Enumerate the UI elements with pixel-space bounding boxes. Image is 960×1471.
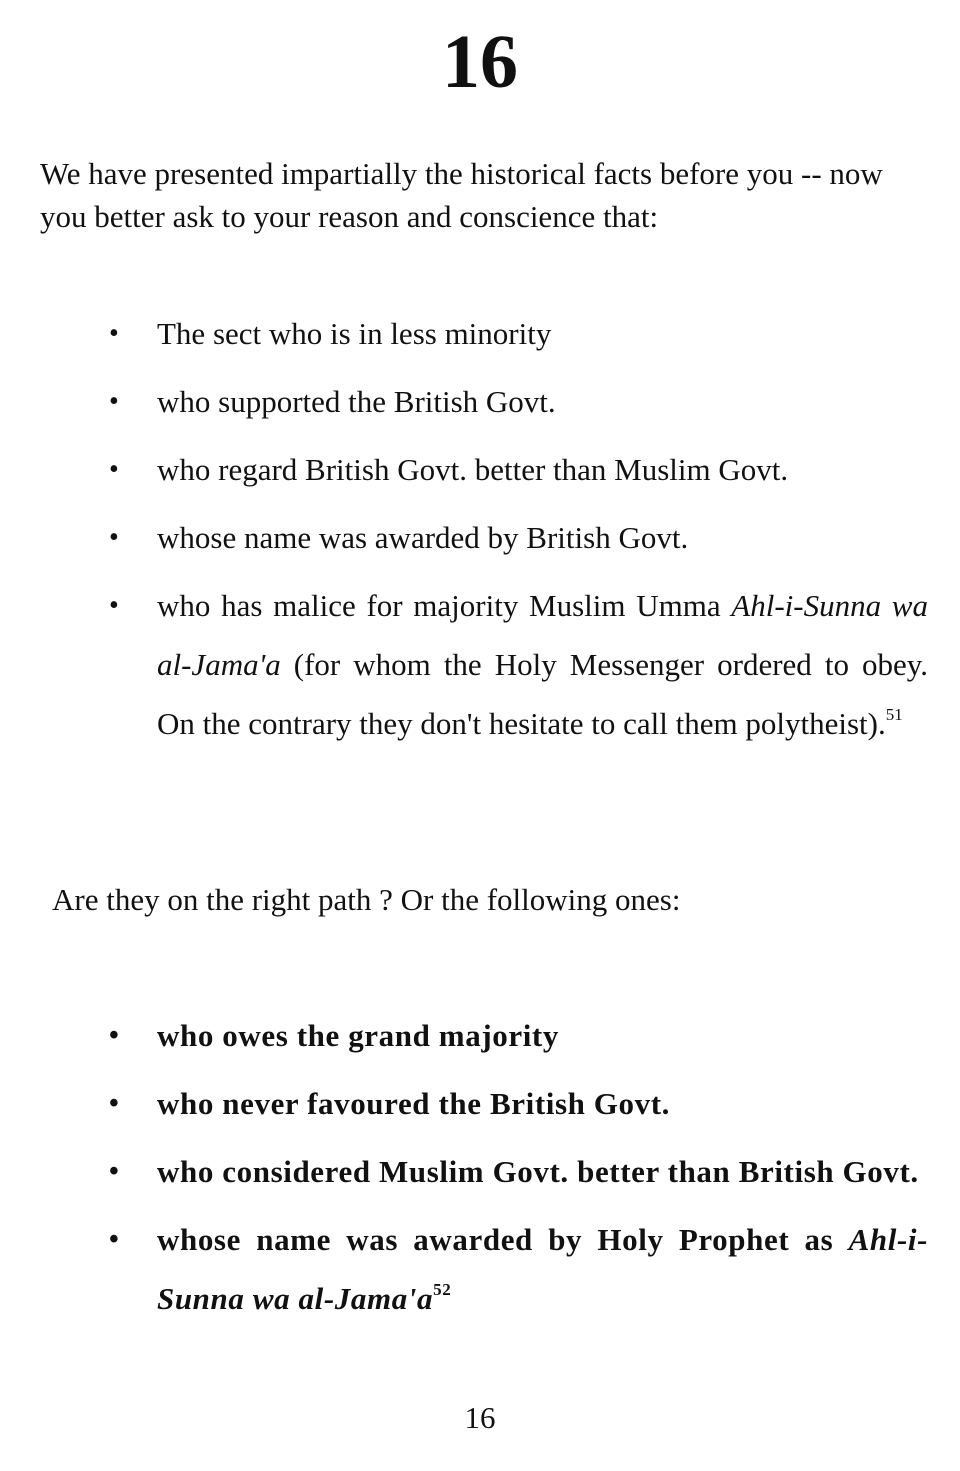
- bullet-icon: •: [109, 318, 119, 349]
- intro-paragraph: We have presented impartially the historical facts before you -- now you better ask to your reason and conscience that:: [40, 156, 883, 234]
- chapter-number: 16: [442, 20, 518, 104]
- bullet-icon: •: [109, 454, 119, 485]
- bullet-icon: •: [109, 1020, 120, 1051]
- list-item-text: who owes the grand majority: [157, 1018, 559, 1053]
- bullet-icon: •: [109, 1156, 120, 1187]
- list-majority-sect: [100, 1006, 928, 1337]
- italic-term: Ahl-i-Sunna wa al-Jama'a: [157, 1222, 928, 1316]
- question-paragraph: Are they on the right path ? Or the following ones:: [52, 882, 681, 917]
- bullet-icon: •: [109, 1088, 120, 1119]
- list-item: [100, 508, 928, 567]
- italic-term: Ahl-i-Sunna wa al-Jama'a: [157, 588, 928, 682]
- list-item: [100, 440, 928, 499]
- footnote-marker: 51: [885, 705, 903, 724]
- list-item-text: who regard British Govt. better than Muslim Govt.: [157, 452, 789, 487]
- bullet-icon: •: [109, 522, 119, 553]
- footer-page-number: 16: [464, 1400, 496, 1435]
- list-item-text: whose name was awarded by Holy Prophet as: [157, 1222, 849, 1257]
- list-item-text: who never favoured the British Govt.: [157, 1086, 670, 1121]
- bullet-icon: •: [109, 590, 119, 621]
- bullet-icon: •: [109, 386, 119, 417]
- list-item: [100, 1074, 928, 1133]
- bullet-icon: •: [109, 1224, 120, 1255]
- list-item: [100, 1210, 928, 1328]
- list-item-text: The sect who is in less minority: [157, 316, 552, 351]
- list-item-text: (for whom the Holy Messenger ordered to obey. On the contrary they don't hesitate to call them polytheist).: [157, 647, 928, 741]
- list-item: [100, 304, 928, 363]
- list-item: [100, 576, 928, 753]
- list-item: [100, 1142, 928, 1201]
- list-item-text: who considered Muslim Govt. better than British Govt.: [157, 1154, 919, 1189]
- list-item: [100, 1006, 928, 1065]
- list-item-text: whose name was awarded by British Govt.: [157, 520, 689, 555]
- list-item-text: who supported the British Govt.: [157, 384, 556, 419]
- list-minority-sect: [100, 304, 928, 762]
- list-item-text: who has malice for majority Muslim Umma: [157, 588, 732, 623]
- list-item: [100, 372, 928, 431]
- footnote-marker: 52: [433, 1280, 452, 1299]
